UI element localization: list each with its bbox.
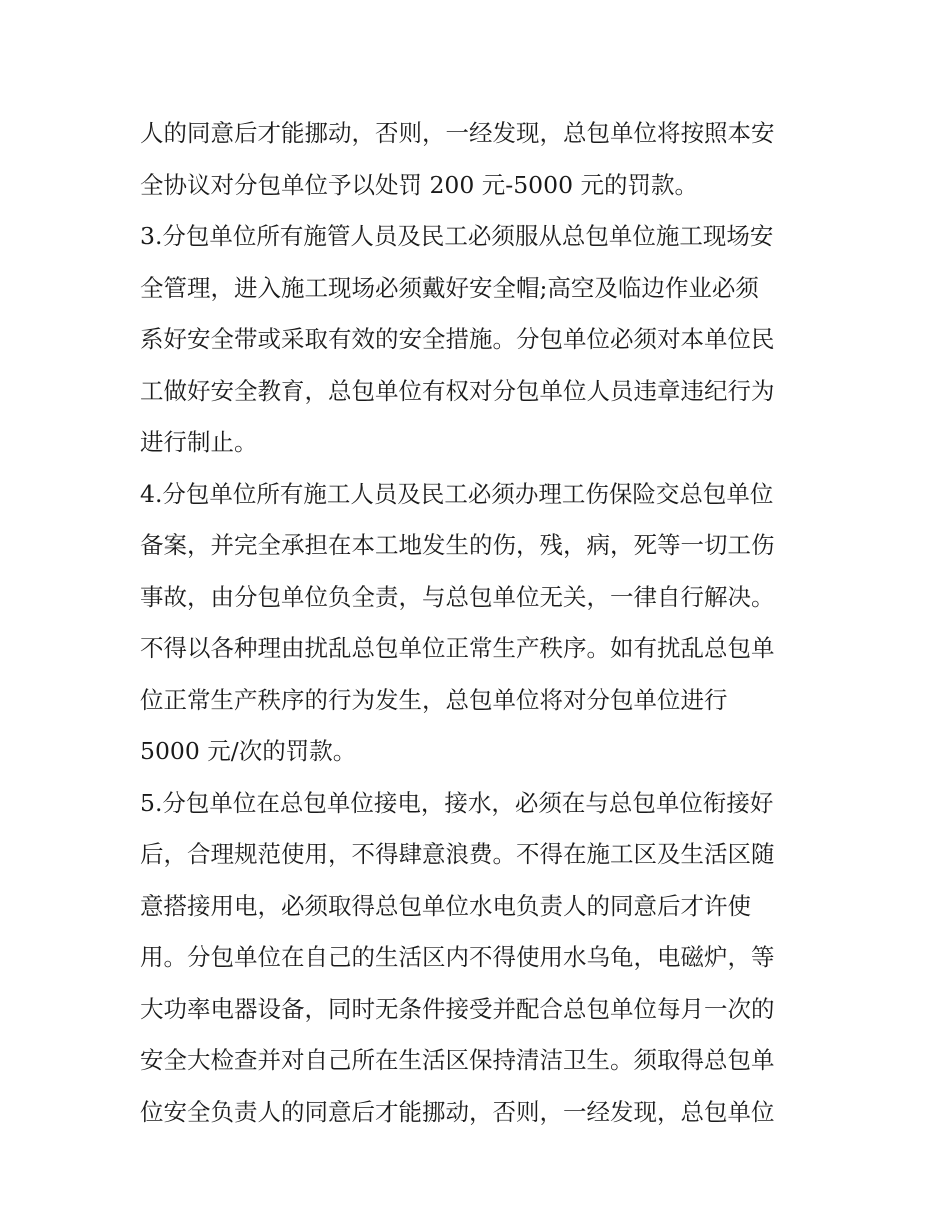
text-line: 全管理，进入施工现场必须戴好安全帽;高空及临边作业必须: [140, 273, 759, 302]
text-line: 5000 元/次的罚款。: [140, 737, 357, 765]
text-line: 系好安全带或采取有效的安全措施。分包单位必须对本单位民: [140, 325, 775, 353]
text-line: 3.分包单位所有施管人员及民工必须服从总包单位施工现场安: [140, 222, 774, 250]
text-line: 位安全负责人的同意后才能挪动，否则，一经发现，总包单位: [140, 1097, 775, 1126]
text-line: 工做好安全教育，总包单位有权对分包单位人员违章违纪行为: [140, 376, 775, 405]
text-line: 大功率电器设备，同时无条件接受并配合总包单位每月一次的: [140, 994, 775, 1023]
text-line: 4.分包单位所有施工人员及民工必须办理工伤保险交总包单位: [140, 479, 774, 508]
text-line: 位正常生产秩序的行为发生，总包单位将对分包单位进行: [140, 685, 728, 714]
text-line: 备案，并完全承担在本工地发生的伤，残，病，死等一切工伤: [140, 531, 775, 559]
text-line: 全协议对分包单位予以处罚 200 元-5000 元的罚款。: [140, 170, 699, 199]
text-line: 意搭接用电，必须取得总包单位水电负责人的同意后才许使: [140, 891, 751, 920]
text-line: 安全大检查并对自己所在生活区保持清洁卫生。须取得总包单: [140, 1046, 775, 1074]
text-line: 事故，由分包单位负全责，与总包单位无关，一律自行解决。: [140, 582, 775, 611]
text-line: 后，合理规范使用，不得肆意浪费。不得在施工区及生活区随: [140, 840, 775, 868]
text-line: 进行制止。: [140, 428, 258, 456]
text-line: 5.分包单位在总包单位接电，接水，必须在与总包单位衔接好: [140, 788, 774, 817]
text-line: 用。分包单位在自己的生活区内不得使用水乌龟，电磁炉，等: [140, 943, 775, 971]
text-line: 不得以各种理由扰乱总包单位正常生产秩序。如有扰乱总包单: [140, 634, 775, 662]
text-line: 人的同意后才能挪动，否则，一经发现，总包单位将按照本安: [140, 119, 775, 147]
document-body: [140, 108, 820, 1138]
